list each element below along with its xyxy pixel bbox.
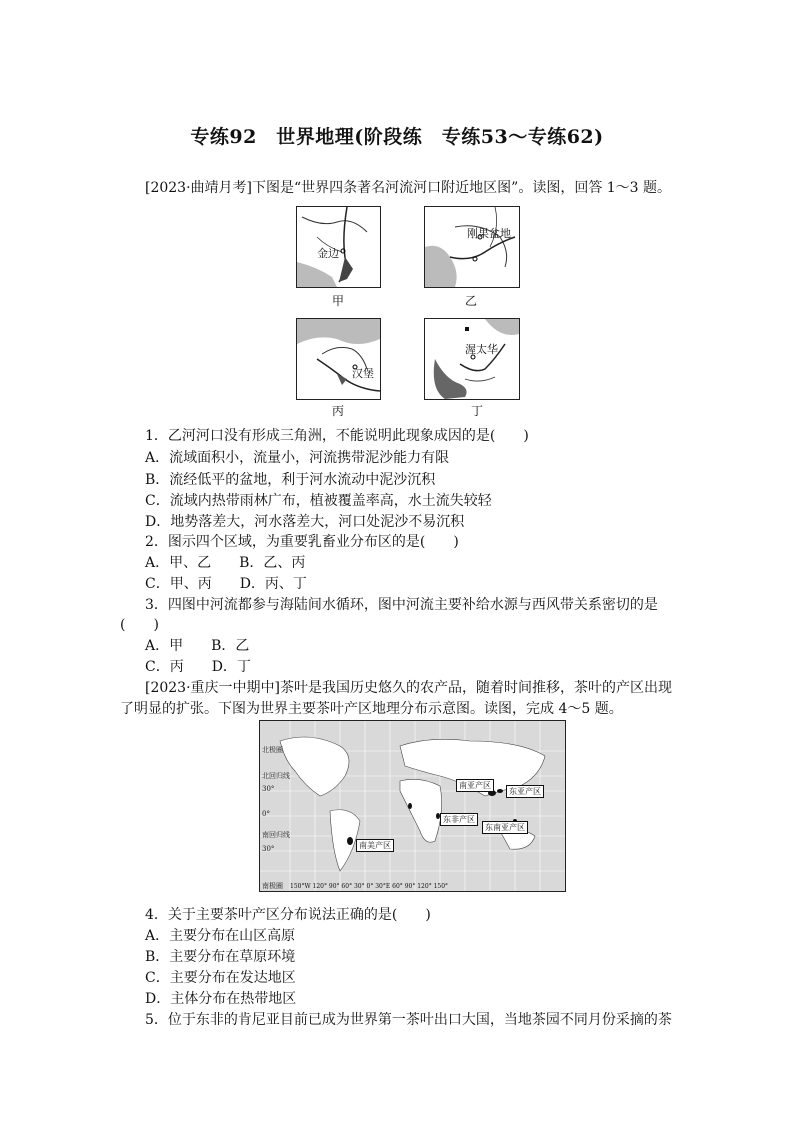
q4-option-b: B．主要分布在草原环境 <box>145 949 296 965</box>
world-tea-map <box>259 720 566 892</box>
q3-stem: 3．四图中河流都参与海陆间水循环，图中河流主要补给水源与西风带关系密切的是 <box>145 597 658 613</box>
map-label-jinbian: 金边 <box>317 247 339 260</box>
map-yi <box>424 206 520 288</box>
page-title: 专练92 世界地理(阶段练 专练53～专练62) <box>190 126 604 148</box>
tag-southeast-asia: 东南亚产区 <box>482 821 528 834</box>
q4-option-c: C．主要分布在发达地区 <box>145 970 296 986</box>
q3-options-cd: C．丙 D．丁 <box>145 659 251 675</box>
tag-east-africa: 东非产区 <box>440 813 478 826</box>
tag-south-asia: 南亚产区 <box>456 779 494 792</box>
lat-arctic-circle: 北极圈 <box>262 746 283 754</box>
q4-stem: 4．关于主要茶叶产区分布说法正确的是( ) <box>145 907 431 923</box>
q1-option-d: D．地势落差大，河水落差大，河口处泥沙不易沉积 <box>145 514 465 530</box>
map-label-ottawa: 渥太华 <box>465 343 498 356</box>
q2-options-cd: C．甲、丙 D．丙、丁 <box>145 576 307 592</box>
q1-stem: 1．乙河河口没有形成三角洲，不能说明此现象成因的是( ) <box>145 428 529 444</box>
q1-option-a: A．流域面积小，流量小，河流携带泥沙能力有限 <box>145 450 450 466</box>
caption-bing: 丙 <box>331 404 344 418</box>
q1-option-b: B．流经低平的盆地，利于河水流动中泥沙沉积 <box>145 472 436 488</box>
lat-equator: 0° <box>262 810 270 818</box>
q4-option-d: D．主体分布在热带地区 <box>145 991 297 1007</box>
map-jia <box>296 206 381 288</box>
intro-1: [2023·曲靖月考]下图是“世界四条著名河流河口附近地区图”。读图，回答 1～3 题。 <box>145 180 672 196</box>
lat-tropic-cancer: 北回归线 <box>262 772 290 780</box>
lat-tropic-capricorn: 南回归线 <box>262 831 290 839</box>
caption-ding: 丁 <box>470 404 483 418</box>
tag-east-asia: 东亚产区 <box>506 785 544 798</box>
q3-options-ab: A．甲 B．乙 <box>145 638 250 654</box>
q2-stem: 2．图示四个区域，为重要乳畜业分布区的是( ) <box>145 534 459 550</box>
q4-option-a: A．主要分布在山区高原 <box>145 928 296 944</box>
intro-2-line2: 了明显的扩张。下图为世界主要茶叶产区地理分布示意图。读图，完成 4～5 题。 <box>120 701 623 717</box>
intro-2-line1: [2023·重庆一中期中]茶叶是我国历史悠久的农产品，随着时间推移，茶叶的产区出现 <box>145 680 673 696</box>
q2-options-ab: A．甲、乙 B．乙、丙 <box>145 555 306 571</box>
q1-option-c: C．流域内热带雨林广布，植被覆盖率高，水土流失较轻 <box>145 493 492 509</box>
q3-stem-paren: ( ) <box>120 617 159 633</box>
caption-jia: 甲 <box>331 294 344 308</box>
q5-stem: 5．位于东非的肯尼亚目前已成为世界第一茶叶出口大国，当地茶园不同月份采摘的茶 <box>145 1012 672 1028</box>
map-bing <box>296 318 381 400</box>
lat-30n: 30° <box>262 785 275 793</box>
tag-south-america: 南美产区 <box>356 839 394 852</box>
caption-yi: 乙 <box>464 294 477 308</box>
map-ding <box>424 318 520 400</box>
lat-30s: 30° <box>262 845 275 853</box>
map-label-hamburg: 汉堡 <box>352 367 374 380</box>
lat-antarctic-circle: 南极圈 <box>262 882 283 890</box>
lon-labels: 150°W 120° 90° 60° 30° 0° 30°E 60° 90° 120° 150° <box>290 883 449 890</box>
map-label-congo-basin: 刚果盆地 <box>467 227 511 240</box>
